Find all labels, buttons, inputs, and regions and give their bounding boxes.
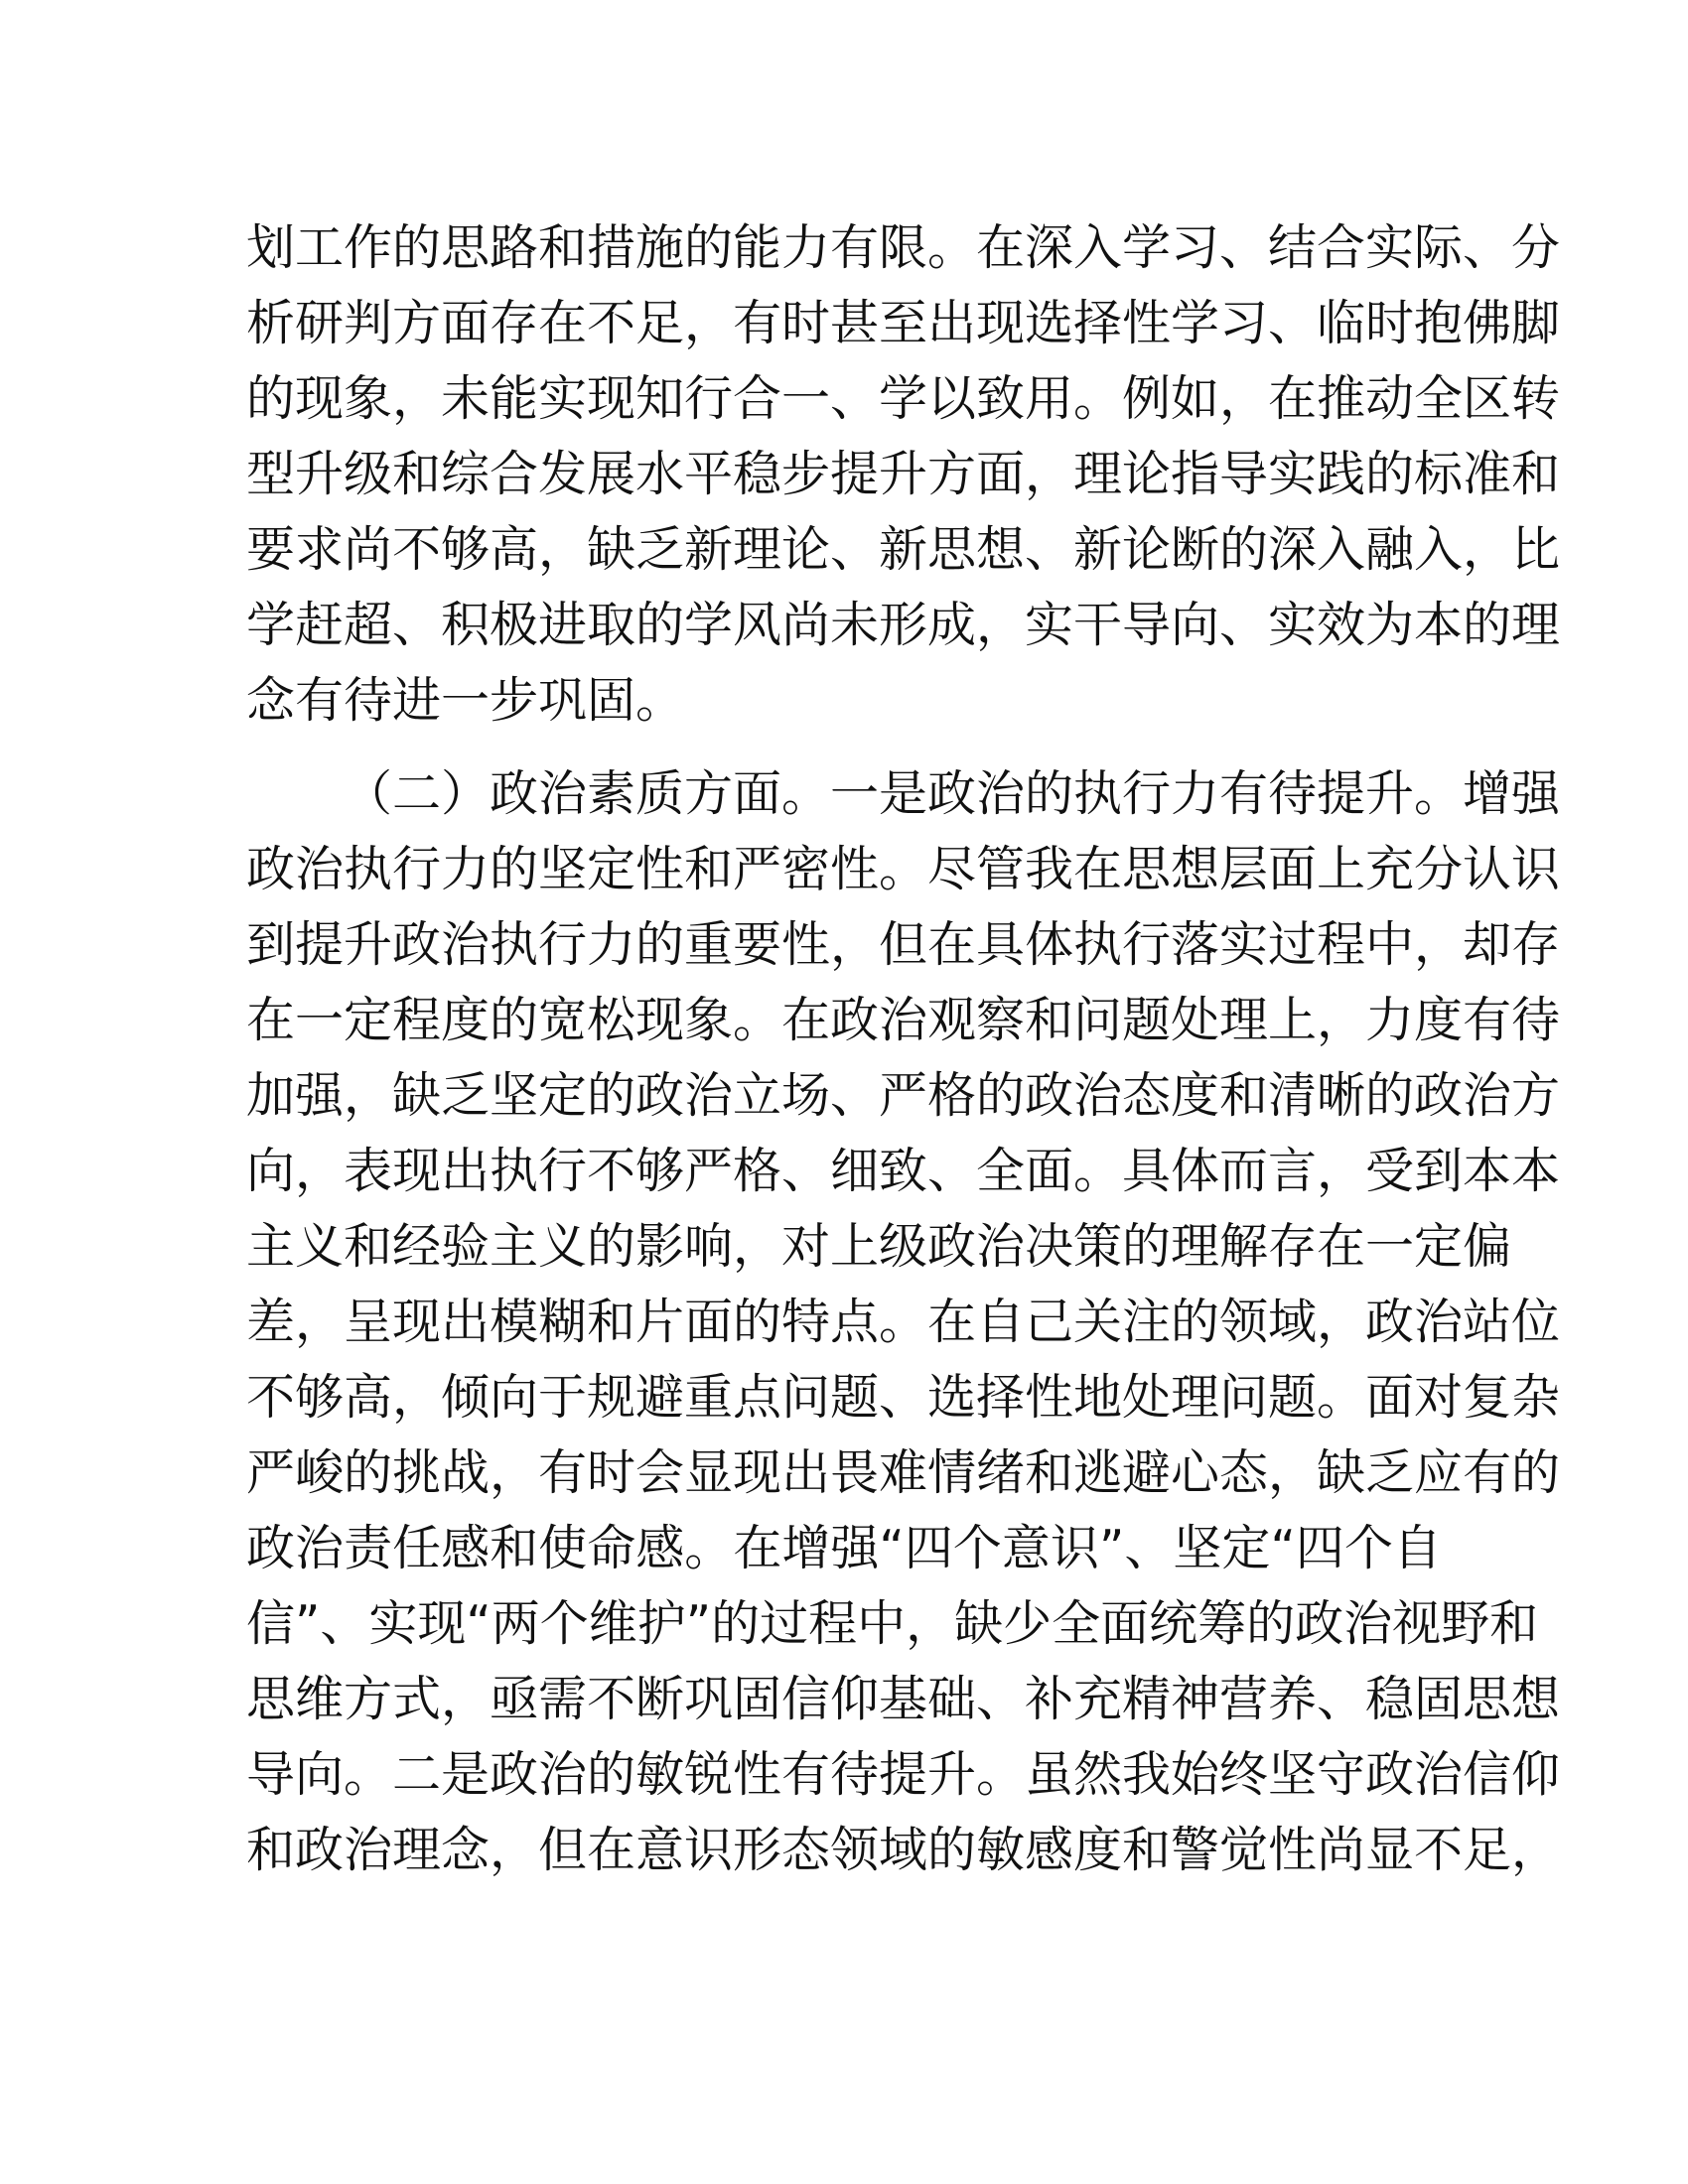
paragraph-line: 析研判方面存在不足，有时甚至出现选择性学习、临时抱佛脚 — [246, 295, 1561, 351]
paragraph-line: 信”、实现“两个维护”的过程中，缺少全面统筹的政治视野和 — [246, 1595, 1539, 1652]
paragraph-line: 在一定程度的宽松现象。在政治观察和问题处理上，力度有待 — [246, 992, 1561, 1048]
paragraph-line: 向，表现出执行不够严格、细致、全面。具体而言，受到本本 — [246, 1143, 1561, 1199]
paragraph-line: 划工作的思路和措施的能力有限。在深入学习、结合实际、分 — [246, 219, 1561, 276]
paragraph-2 — [246, 756, 1561, 1888]
paragraph-line: 导向。二是政治的敏锐性有待提升。虽然我始终坚守政治信仰 — [246, 1746, 1561, 1803]
paragraph-line: 思维方式，亟需不断巩固信仰基础、补充精神营养、稳固思想 — [246, 1671, 1561, 1727]
paragraph-1 — [246, 210, 1561, 739]
paragraph-line: 加强，缺乏坚定的政治立场、严格的政治态度和清晰的政治方 — [246, 1067, 1561, 1124]
paragraph-line: 主义和经验主义的影响，对上级政治决策的理解存在一定偏 — [246, 1218, 1512, 1275]
paragraph-line: 到提升政治执行力的重要性，但在具体执行落实过程中，却存 — [246, 916, 1561, 973]
paragraph-line: 型升级和综合发展水平稳步提升方面，理论指导实践的标准和 — [246, 446, 1561, 502]
paragraph-line: 要求尚不够高，缺乏新理论、新思想、新论断的深入融入，比 — [246, 521, 1561, 578]
paragraph-line: 的现象，未能实现知行合一、学以致用。例如，在推动全区转 — [246, 370, 1561, 427]
paragraph-line: 念有待进一步巩固。 — [246, 672, 685, 729]
paragraph-line: 差，呈现出模糊和片面的特点。在自己关注的领域，政治站位 — [246, 1294, 1561, 1350]
paragraph-line: 政治执行力的坚定性和严密性。尽管我在思想层面上充分认识 — [246, 841, 1561, 897]
paragraph-line: 和政治理念，但在意识形态领域的敏感度和警觉性尚显不足， — [246, 1822, 1561, 1878]
paragraph-line: （二）政治素质方面。一是政治的执行力有待提升。增强 — [344, 765, 1561, 822]
paragraph-line: 学赶超、积极进取的学风尚未形成，实干导向、实效为本的理 — [246, 597, 1561, 653]
paragraph-line: 政治责任感和使命感。在增强“四个意识”、坚定“四个自 — [246, 1520, 1442, 1576]
paragraph-line: 不够高，倾向于规避重点问题、选择性地处理问题。面对复杂 — [246, 1369, 1561, 1426]
paragraph-line: 严峻的挑战，有时会显现出畏难情绪和逃避心态，缺乏应有的 — [246, 1444, 1561, 1501]
